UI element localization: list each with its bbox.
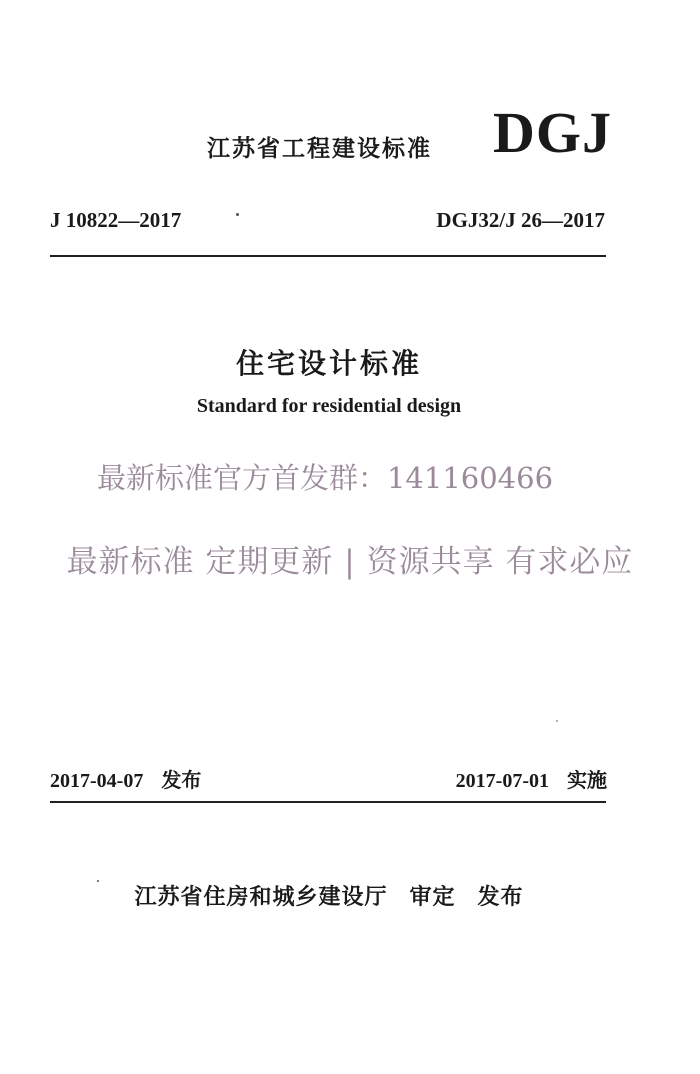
document-title-english: Standard for residential design (196, 395, 462, 417)
issuer-line (0, 880, 658, 911)
document-title-chinese: 住宅设计标准 (235, 347, 422, 380)
issuer-publish: 发布 (477, 885, 524, 910)
watermark-slogan-line: 最新标准 定期更新 | 资源共享 有求必应 (66, 544, 634, 580)
publish-date: 2017-04-07 (50, 770, 144, 792)
implement-label: 实施 (567, 768, 607, 792)
scan-speck (97, 880, 99, 882)
top-divider (50, 255, 606, 257)
standard-number: DGJ32/J 26—2017 (436, 208, 605, 232)
publish-label: 发布 (161, 768, 202, 792)
watermark-group-line: 最新标准官方首发群：141160466 (96, 461, 554, 495)
issuer-approve: 审定 (409, 885, 456, 910)
scan-speck (556, 720, 558, 722)
standard-series-title: 江苏省工程建设标准 (207, 136, 432, 162)
implement-date: 2017-07-01 (455, 770, 549, 792)
publish-date-block (50, 764, 201, 793)
issuer-authority: 江苏省住房和城乡建设厅 (134, 885, 388, 910)
scan-speck (236, 213, 239, 216)
implement-date-block (456, 764, 607, 793)
dgj-logo: DGJ (493, 100, 612, 165)
record-number: J 10822—2017 (50, 208, 182, 232)
bottom-divider (50, 801, 606, 803)
